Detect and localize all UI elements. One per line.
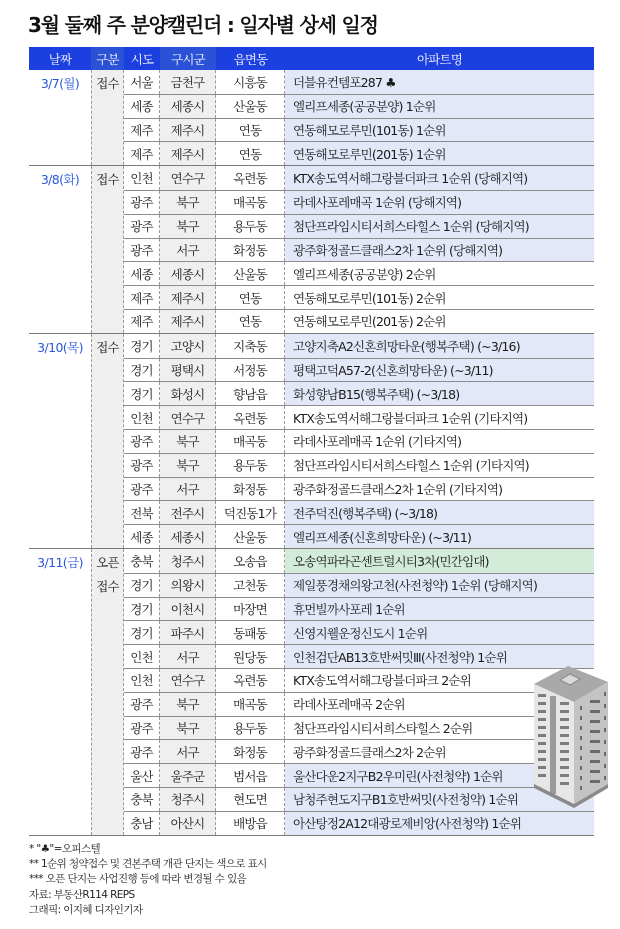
table-row [124, 118, 594, 142]
apartment-name-cell: 연동해모로루민(201동) 2순위 [285, 310, 594, 333]
dong-cell: 산울동 [216, 95, 285, 118]
apartment-name-cell: 평택고덕A57-2(신혼희망타운) (~3/11) [285, 359, 594, 382]
date-group [29, 165, 594, 333]
table-row [124, 334, 594, 358]
date-group [29, 548, 594, 835]
table-row [124, 549, 594, 573]
gu-cell: 청주시 [160, 549, 216, 573]
table-row [124, 477, 594, 501]
gu-cell: 아산시 [160, 812, 216, 835]
apartment-name-cell: 전주덕진(행복주택) (~3/18) [285, 501, 594, 524]
sido-cell: 충남 [124, 812, 160, 835]
dong-cell: 서정동 [216, 359, 285, 382]
type-label: 접수 [96, 172, 119, 188]
gu-cell: 연수구 [160, 406, 216, 429]
gu-cell: 북구 [160, 717, 216, 740]
gu-cell: 서구 [160, 239, 216, 262]
table-row [124, 285, 594, 309]
gu-cell: 파주시 [160, 621, 216, 644]
table-row [124, 358, 594, 382]
dong-cell: 향남읍 [216, 382, 285, 405]
table-row [124, 70, 594, 94]
dong-cell: 용두동 [216, 454, 285, 477]
table-row [124, 94, 594, 118]
header-apt: 아파트명 [285, 47, 594, 70]
gu-cell: 제주시 [160, 310, 216, 333]
gu-cell: 연수구 [160, 669, 216, 692]
dong-cell: 시흥동 [216, 70, 285, 94]
apartment-name-cell: 엘리프세종(공공분양) 1순위 [285, 95, 594, 118]
gu-cell: 화성시 [160, 382, 216, 405]
apartment-name-cell: 인천검단AB13호반써밋Ⅲ(사전청약) 1순위 [285, 645, 594, 668]
table-row [124, 381, 594, 405]
table-row [124, 573, 594, 597]
gu-cell: 고양시 [160, 334, 216, 358]
apartment-name-cell: 오송역파라곤센트럴시티3차(민간임대) [285, 549, 594, 573]
apartment-name-cell: 광주화정골드클래스2차 2순위 [285, 740, 594, 763]
dong-cell: 오송읍 [216, 549, 285, 573]
header-dong: 읍면동 [216, 47, 285, 70]
table-row [124, 166, 594, 190]
apartment-name-cell: 남청주현도지구B1호반써밋(사전청약) 1순위 [285, 788, 594, 811]
gu-cell: 북구 [160, 693, 216, 716]
sido-cell: 인천 [124, 406, 160, 429]
note-graphic-credit: 그래픽: 이지혜 디자인기자 [29, 903, 143, 916]
apartment-name-cell: 신영지웰운정신도시 1순위 [285, 621, 594, 644]
note-highlight: ** 1순위 청약접수 및 견본주택 개관 단지는 색으로 표시 [29, 858, 267, 871]
dong-cell: 옥련동 [216, 406, 285, 429]
note-source: 자료: 부동산R114 REPS [29, 888, 135, 901]
apartment-name-cell: KTX송도역서해그랑블더파크 2순위 [285, 669, 594, 692]
sido-cell: 광주 [124, 215, 160, 238]
gu-cell: 의왕시 [160, 574, 216, 597]
sido-cell: 제주 [124, 142, 160, 165]
apartment-name-cell: 라데사포레매곡 1순위 (기타지역) [285, 430, 594, 453]
apartment-name-cell: 광주화정골드클래스2차 1순위 (당해지역) [285, 239, 594, 262]
apartment-building-icon [528, 652, 614, 808]
sido-cell: 광주 [124, 191, 160, 214]
table-row [124, 214, 594, 238]
apartment-name-cell: 화성향남B15(행복주택) (~3/18) [285, 382, 594, 405]
group-rows [124, 334, 594, 548]
apartment-name-cell: 광주화정골드클래스2차 1순위 (기타지역) [285, 478, 594, 501]
gu-cell: 세종시 [160, 262, 216, 285]
sido-cell: 제주 [124, 286, 160, 309]
sido-cell: 경기 [124, 359, 160, 382]
dong-cell: 화정동 [216, 478, 285, 501]
group-rows [124, 549, 594, 835]
header-type: 구분 [91, 47, 124, 70]
table-row [124, 141, 594, 165]
dong-cell: 매곡동 [216, 191, 285, 214]
type-column [91, 166, 124, 333]
date-cell: 3/7(월) [40, 76, 80, 91]
gu-cell: 이천시 [160, 598, 216, 621]
dong-cell: 마장면 [216, 598, 285, 621]
apartment-name-cell: 아산탕정2A12대광로제비앙(사전청약) 1순위 [285, 812, 594, 835]
table-header [29, 47, 594, 70]
apartment-name-cell: 더블유컨템포287 ♣ [285, 70, 594, 94]
dong-cell: 매곡동 [216, 430, 285, 453]
dong-cell: 용두동 [216, 717, 285, 740]
gu-cell: 제주시 [160, 142, 216, 165]
apartment-name-cell: 고양지축A2신혼희망타운(행복주택) (~3/16) [285, 334, 594, 358]
table-row [124, 524, 594, 548]
sido-cell: 전북 [124, 501, 160, 524]
gu-cell: 제주시 [160, 119, 216, 142]
apartment-name-cell: 첨단프라임시티서희스타힐스 2순위 [285, 717, 594, 740]
sido-cell: 충북 [124, 549, 160, 573]
sido-cell: 경기 [124, 598, 160, 621]
sido-cell: 경기 [124, 334, 160, 358]
gu-cell: 북구 [160, 430, 216, 453]
sido-cell: 인천 [124, 166, 160, 190]
sido-cell: 경기 [124, 574, 160, 597]
sido-cell: 제주 [124, 310, 160, 333]
group-rows [124, 166, 594, 333]
date-cell: 3/11(금) [37, 554, 83, 570]
apartment-name-cell: KTX송도역서해그랑블더파크 1순위 (당해지역) [285, 166, 594, 190]
gu-cell: 울주군 [160, 764, 216, 787]
table-row [124, 644, 594, 668]
table-row [124, 429, 594, 453]
table-row [124, 692, 594, 716]
gu-cell: 북구 [160, 191, 216, 214]
dong-cell: 범서읍 [216, 764, 285, 787]
dong-cell: 덕진동1가 [216, 501, 285, 524]
sido-cell: 울산 [124, 764, 160, 787]
table-row [124, 787, 594, 811]
table-row [124, 811, 594, 835]
sido-cell: 서울 [124, 70, 160, 94]
table-row [124, 238, 594, 262]
dong-cell: 고천동 [216, 574, 285, 597]
dong-cell: 현도면 [216, 788, 285, 811]
apartment-name-cell: 제일풍경채의왕고천(사전청약) 1순위 (당해지역) [285, 574, 594, 597]
table-row [124, 597, 594, 621]
dong-cell: 배방읍 [216, 812, 285, 835]
table-row [124, 405, 594, 429]
dong-cell: 동패동 [216, 621, 285, 644]
dong-cell: 옥련동 [216, 669, 285, 692]
dong-cell: 연동 [216, 286, 285, 309]
apartment-name-cell: 엘리프세종(신혼희망타운) (~3/11) [285, 525, 594, 548]
sido-cell: 인천 [124, 645, 160, 668]
gu-cell: 제주시 [160, 286, 216, 309]
dong-cell: 연동 [216, 119, 285, 142]
gu-cell: 세종시 [160, 525, 216, 548]
note-officetel: * "♣"=오피스텔 [29, 843, 101, 855]
table-bottom-border [29, 835, 594, 836]
dong-cell: 화정동 [216, 239, 285, 262]
type-label: 접수 [96, 339, 119, 355]
table-row [124, 668, 594, 692]
sido-cell: 광주 [124, 717, 160, 740]
apartment-name-cell: 연동해모로루민(201동) 1순위 [285, 142, 594, 165]
dong-cell: 산울동 [216, 525, 285, 548]
sido-cell: 충북 [124, 788, 160, 811]
gu-cell: 서구 [160, 645, 216, 668]
gu-cell: 연수구 [160, 166, 216, 190]
sido-cell: 광주 [124, 693, 160, 716]
dong-cell: 매곡동 [216, 693, 285, 716]
dong-cell: 지축동 [216, 334, 285, 358]
header-date: 날짜 [29, 47, 91, 70]
apartment-name-cell: 울산다운2지구B2우미린(사전청약) 1순위 [285, 764, 594, 787]
dong-cell: 연동 [216, 142, 285, 165]
type-label: 접수 [96, 76, 119, 91]
sido-cell: 세종 [124, 95, 160, 118]
apartment-name-cell: 엘리프세종(공공분양) 2순위 [285, 262, 594, 285]
header-gu: 구시군 [160, 47, 216, 70]
dong-cell: 산울동 [216, 262, 285, 285]
gu-cell: 북구 [160, 215, 216, 238]
dong-cell: 원당동 [216, 645, 285, 668]
gu-cell: 청주시 [160, 788, 216, 811]
date-cell: 3/10(목) [37, 339, 83, 355]
table-row [124, 190, 594, 214]
table-row [124, 309, 594, 333]
apartment-name-cell: 라데사포레매곡 1순위 (당해지역) [285, 191, 594, 214]
apartment-name-cell: 첨단프라임시티서희스타힐스 1순위 (당해지역) [285, 215, 594, 238]
apartment-name-cell: KTX송도역서해그랑블더파크 1순위 (기타지역) [285, 406, 594, 429]
gu-cell: 금천구 [160, 70, 216, 94]
type-column [91, 70, 124, 165]
dong-cell: 연동 [216, 310, 285, 333]
table-row [124, 261, 594, 285]
sido-cell: 광주 [124, 430, 160, 453]
dong-cell: 화정동 [216, 740, 285, 763]
header-sido: 시도 [124, 47, 160, 70]
sido-cell: 광주 [124, 740, 160, 763]
table-row [124, 500, 594, 524]
table-row [124, 453, 594, 477]
type-column [91, 549, 124, 835]
gu-cell: 서구 [160, 740, 216, 763]
type-label: 접수 [96, 578, 119, 594]
sido-cell: 제주 [124, 119, 160, 142]
page-title: 3월 둘째 주 분양캘린더 : 일자별 상세 일정 [28, 13, 378, 37]
footnotes [29, 842, 267, 918]
dong-cell: 용두동 [216, 215, 285, 238]
gu-cell: 세종시 [160, 95, 216, 118]
table-body [29, 70, 594, 835]
apartment-name-cell: 라데사포레매곡 2순위 [285, 693, 594, 716]
sido-cell: 세종 [124, 262, 160, 285]
table-row [124, 763, 594, 787]
note-open-change: *** 오픈 단지는 사업진행 등에 따라 변경될 수 있음 [29, 873, 247, 886]
table-row [124, 739, 594, 763]
apartment-name-cell: 연동해모로루민(101동) 2순위 [285, 286, 594, 309]
type-label: 오픈 [96, 554, 119, 570]
dong-cell: 옥련동 [216, 166, 285, 190]
sido-cell: 광주 [124, 454, 160, 477]
type-column [91, 334, 124, 548]
sido-cell: 인천 [124, 669, 160, 692]
apartment-name-cell: 연동해모로루민(101동) 1순위 [285, 119, 594, 142]
table-row [124, 716, 594, 740]
sido-cell: 세종 [124, 525, 160, 548]
date-group [29, 333, 594, 548]
date-cell: 3/8(화) [40, 172, 80, 188]
sido-cell: 광주 [124, 239, 160, 262]
gu-cell: 전주시 [160, 501, 216, 524]
gu-cell: 서구 [160, 478, 216, 501]
date-group [29, 70, 594, 165]
group-rows [124, 70, 594, 165]
gu-cell: 평택시 [160, 359, 216, 382]
sido-cell: 경기 [124, 382, 160, 405]
sido-cell: 광주 [124, 478, 160, 501]
schedule-table [29, 47, 594, 836]
table-row [124, 620, 594, 644]
apartment-name-cell: 휴먼빌까사포레 1순위 [285, 598, 594, 621]
sido-cell: 경기 [124, 621, 160, 644]
gu-cell: 북구 [160, 454, 216, 477]
apartment-name-cell: 첨단프라임시티서희스타힐스 1순위 (기타지역) [285, 454, 594, 477]
